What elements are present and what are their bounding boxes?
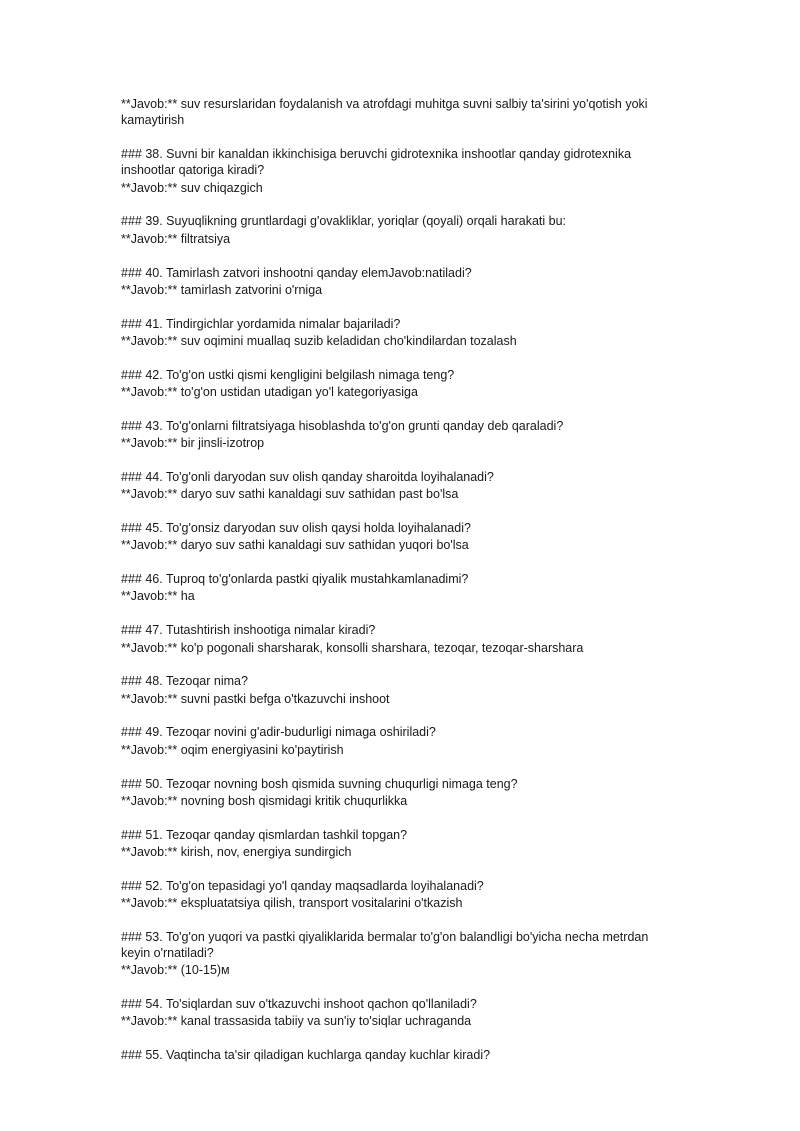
qa-item [121,776,680,810]
qa-item [121,929,680,979]
qa-item [121,1047,680,1063]
qa-item [121,367,680,401]
question-text: ### 48. Tezoqar nima? [121,674,248,689]
answer-text: **Javob:** tamirlash zatvorini o'rniga [121,282,323,297]
question-text: ### 55. Vaqtincha ta'sir qiladigan kuchlarga qanday kuchlar kiradi? [121,1048,491,1063]
answer-text: **Javob:** ko'p pogonali sharsharak, konsolli sharshara, tezoqar, tezoqar-sharshara [121,640,584,655]
question-text: ### 40. Tamirlash zatvori inshootni qanday elemJavob:natiladi? [121,265,472,280]
answer-text: **Javob:** suv chiqazgich [121,180,263,195]
qa-item [121,418,680,452]
answer-text: **Javob:** suv oqimini muallaq suzib keladidan cho'kindilardan tozalash [121,333,517,348]
question-text: ### 46. Tuproq to'g'onlarda pastki qiyalik mustahkamlanadimi? [121,572,469,587]
qa-item [121,571,680,605]
question-text: ### 38. Suvni bir kanaldan ikkinchisiga beruvchi gidrotexnika inshootlar qanday gidrotexnika inshootlar qatoriga kiradi? [121,147,632,178]
answer-text: **Javob:** ekspluatatsiya qilish, transport vositalarini o'tkazish [121,896,463,910]
qa-item [121,520,680,554]
question-text: ### 51. Tezoqar qanday qismlardan tashkil topgan? [121,827,408,842]
question-text: ### 39. Suyuqlikning gruntlardagi g'ovakliklar, yoriqlar (qoyali) orqali harakati bu: [121,214,566,229]
qa-list [121,146,680,1063]
answer-text: **Javob:** oqim energiyasini ko'paytirish [121,742,344,757]
question-text: ### 50. Tezoqar novning bosh qismida suvning chuqurligi nimaga teng? [121,776,518,791]
question-text: ### 47. Tutashtirish inshootiga nimalar kiradi? [121,623,376,638]
qa-item [121,622,680,656]
answer-text: **Javob:** daryo suv sathi kanaldagi suv sathidan yuqori bo'lsa [121,538,469,553]
answer-text: **Javob:** daryo suv sathi kanaldagi suv sathidan past bo'lsa [121,487,459,502]
intro-block [121,96,680,129]
answer-text: **Javob:** suvni pastki befga o'tkazuvchi inshoot [121,691,390,706]
qa-item [121,146,680,196]
question-text: ### 54. To'siqlardan suv o'tkazuvchi inshoot qachon qo'llaniladi? [121,997,477,1012]
qa-item [121,827,680,861]
qa-item [121,673,680,707]
answer-text: **Javob:** bir jinsli-izotrop [121,436,265,451]
qa-item [121,469,680,503]
question-text: ### 52. To'g'on tepasidagi yo'l qanday maqsadlarda loyihalanadi? [121,878,484,893]
question-text: ### 44. To'g'onli daryodan suv olish qanday sharoitda loyihalanadi? [121,469,494,484]
qa-item [121,265,680,299]
answer-text: **Javob:** kirish, nov, energiya sundirgich [121,844,352,859]
answer-text: **Javob:** ha [121,589,195,604]
answer-text: **Javob:** (10-15)м [121,963,230,978]
answer-text: **Javob:** filtratsiya [121,231,231,246]
question-text: ### 53. To'g'on yuqori va pastki qiyaliklarida bermalar to'g'on balandligi bo'yicha necha metrdan keyin o'rnatiladi? [121,929,649,961]
answer-text: **Javob:** to'g'on ustidan utadigan yo'l kategoriyasiga [121,385,418,400]
qa-item [121,878,680,912]
question-text: ### 42. To'g'on ustki qismi kengligini belgilash nimaga teng? [121,367,455,382]
qa-item [121,996,680,1030]
qa-item [121,316,680,350]
question-text: ### 49. Tezoqar novini g'adir-budurligi nimaga oshiriladi? [121,725,436,740]
question-text: ### 43. To'g'onlarni filtratsiyaga hisoblashda to'g'on grunti qanday deb qaraladi? [121,418,564,433]
qa-item [121,213,680,247]
question-text: ### 41. Tindirgichlar yordamida nimalar bajariladi? [121,316,401,331]
question-text: ### 45. To'g'onsiz daryodan suv olish qaysi holda loyihalanadi? [121,521,471,536]
intro-answer: **Javob:** suv resurslaridan foydalanish va atrofdagi muhitga suvni salbiy ta'sirini yo'qotish yoki kamaytirish [121,97,648,128]
qa-item [121,724,680,758]
answer-text: **Javob:** novning bosh qismidagi kritik chuqurlikka [121,793,408,808]
answer-text: **Javob:** kanal trassasida tabiiy va sun'iy to'siqlar uchraganda [121,1014,472,1029]
